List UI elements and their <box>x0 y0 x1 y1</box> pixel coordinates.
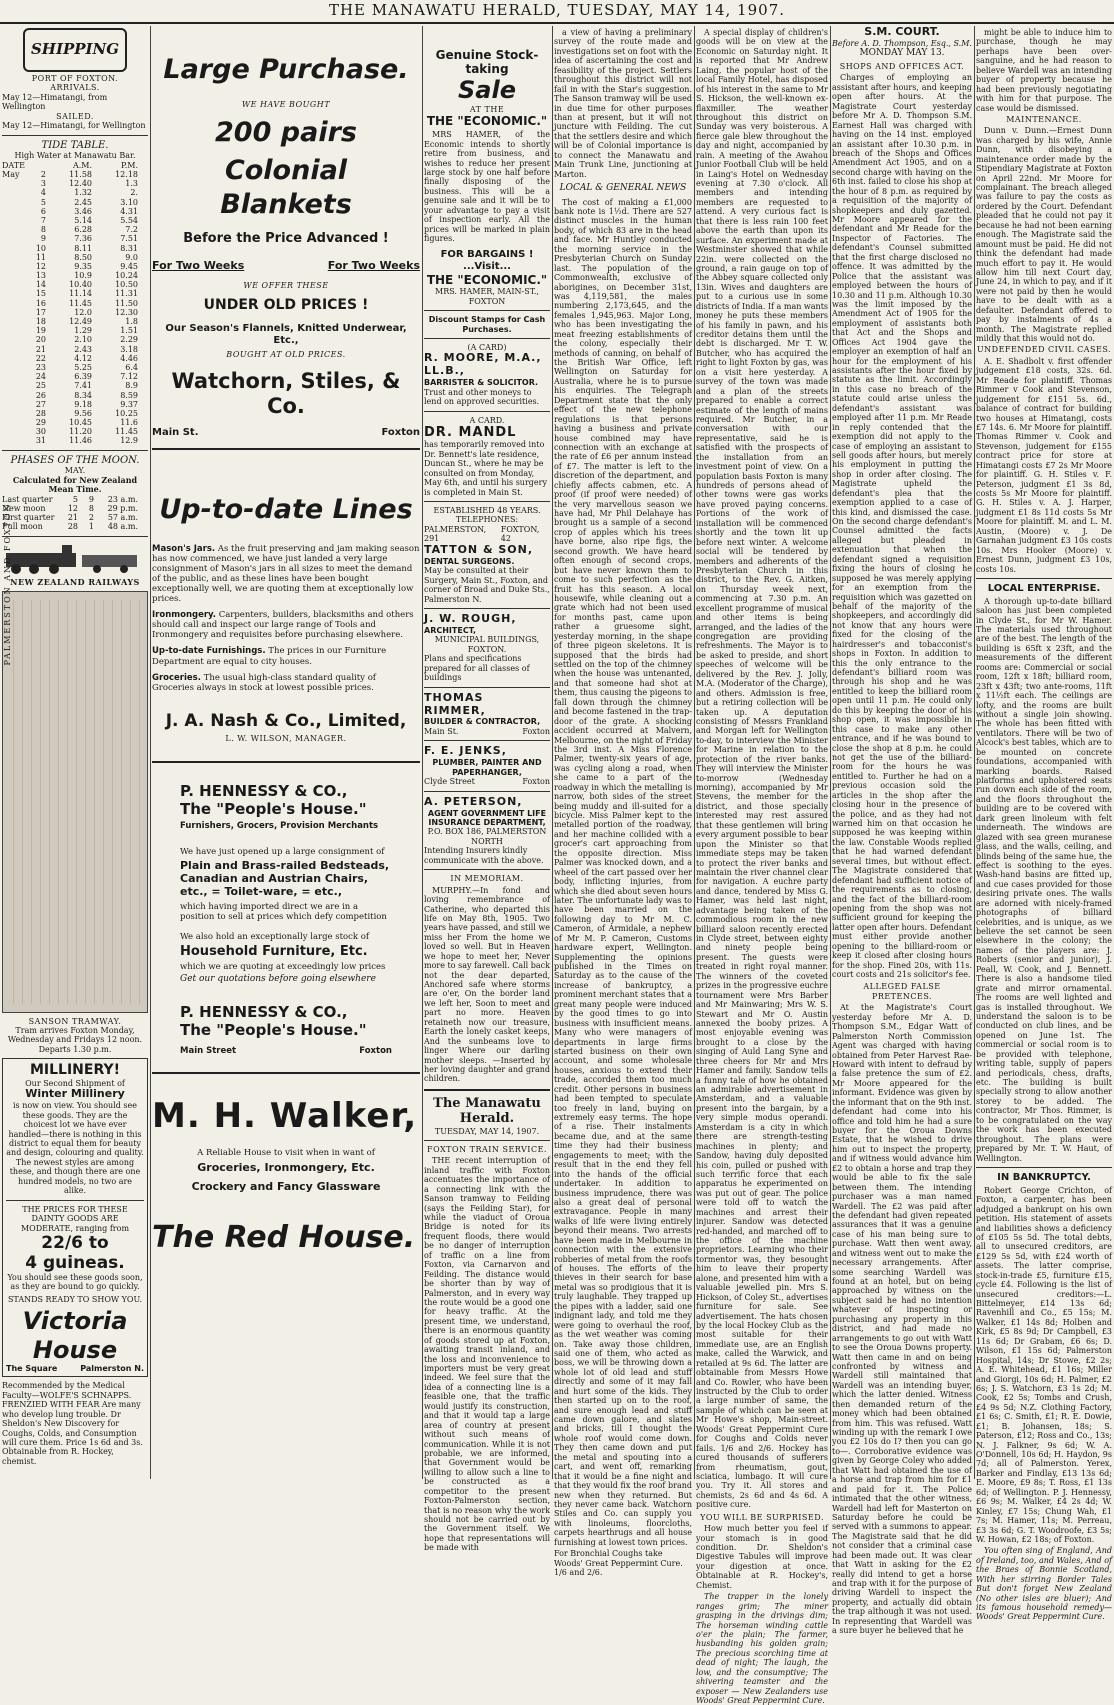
train-text: THE recent interruption of inland traffic with Foxton accentuates the importance of a connecting link with the Sanson tramway to Feilding (says the Feilding Star), for while the viaduct of Oroua Bridge is noted for its frequent floods, there would be no danger of interruption of traffic on a line from Foxton, via Carnarvon and Feilding. The distance would be shorter than by way of Palmerston, and in every way the route would be a good one for heavy traffic. At the present time, we understand, there is an enormous quantity of goods stored up at Foxton, awaiting transit inland, and the loss and inconvenience to importers must be very great indeed. We feel sure that the idea of a connecting line is a feasible one, that the traffic would justify its construction, and that it would tap a large area of country at present without such means of communication. While it is not probable, we are informed, that Government would be willing to allow such a line to be constructed as a competitor to the present Foxton-Palmerston section, that is no reason why the work should not be carried out by the Government itself. We hope that representations will be made with <box>424 1156 550 1553</box>
peterson-text: Intending Insurers kindly communicate with the above. <box>424 846 544 865</box>
tide-table <box>2 170 148 446</box>
peoples-house-2: The "People's House." <box>180 1021 367 1040</box>
column-rule <box>552 26 553 1479</box>
tide-row: 28 9.56 10.25 <box>35 408 138 418</box>
bedsteads-note: which having imported direct we are in a position to sell at prices which defy competition <box>180 902 387 923</box>
victoria-title: Victoria <box>22 1307 128 1336</box>
large-purchase-heading: Large Purchase. <box>163 54 409 85</box>
column-court-2 <box>976 26 1112 1622</box>
court-text-3: might be able to induce him to purchase, though he may perhaps have been over-sanguine, and he had reason to believe Wardell was an intending buyer of property because he had been previously negotiating with him for that purpose. The case would be dismissed. <box>976 28 1112 113</box>
furnishings-paragraph: Up-to-date Furnishings. The prices in our Furniture Department are equal to city houses. <box>152 646 387 667</box>
phases-heading: PHASES OF THE MOON. <box>10 454 140 466</box>
herald-title: The Manawatu Herald. <box>433 1095 541 1127</box>
arrivals-heading: ARRIVALS. <box>50 83 100 93</box>
poem-text-2: You often sing of England, And of Ireland, too, and Wales, And of the Braes of Bonnie Scotland, With her stirring Border Tales But don't forget New Zealand (No other isles are bluer); And its famous household remedy— Woods' Great Peppermint Cure. <box>976 1546 1112 1622</box>
watchorn-address: Main St. Foxton <box>152 426 420 438</box>
column-cards <box>424 26 550 1553</box>
hennessy-name-2: P. HENNESSY & CO., <box>180 1003 348 1022</box>
under-old-prices: UNDER OLD PRICES ! <box>203 296 369 313</box>
tide-row: 13 10.9 10.24 <box>35 271 138 281</box>
tide-row: 7 5.14 5.54 <box>40 215 138 225</box>
tatton-text: May be consulted at their Surgery, Main St., Foxton, and corner of Broad and Duke Sts., Palmerston N. <box>424 566 550 604</box>
tide-row: 9 7.36 7.51 <box>40 234 138 244</box>
two-weeks-row: For Two Weeks For Two Weeks <box>152 259 420 273</box>
established: ESTABLISHED 48 YEARS. <box>433 506 541 516</box>
moore-name: R. MOORE, M.A., LL.B., <box>424 351 542 378</box>
upgrade-text: We have just opened up a large consignment of <box>180 847 385 858</box>
walker-goods-2: Crockery and Fancy Glassware <box>191 1179 381 1193</box>
moore-text: Trust and other moneys to lend on approved securities. <box>424 387 540 407</box>
surprised-text: How much better you feel if your stomach is in good condition. Dr. Sheldon's Digestive Tabules will improve your digestion at once. Obtainable at R. Hockey's, Chemist. <box>696 1524 828 1590</box>
phase-row: Full moon 28 1 48 a.m. <box>2 522 138 532</box>
tide-row: 26 8.34 8.59 <box>35 390 138 400</box>
discount-stamps: Discount Stamps for Cash Purchases. <box>428 315 546 334</box>
mandl-text: has temporarily removed into Dr. Bennett's late residence, Duncan St., where he may be consulted on from Monday, May 6th, and until his surgery is completed in Main St. <box>424 440 547 497</box>
civil-cases-heading: UNDEFENDED CIVIL CASES. <box>976 345 1112 355</box>
maintenance-heading: MAINTENANCE. <box>1006 114 1082 124</box>
victoria-address: The Square Palmerston N. <box>6 1363 144 1373</box>
phone-numbers: PALMERSTON, 291 FOXTON, 42 <box>424 524 540 544</box>
timetable-route-label: PALMERSTON AND FOXTON. <box>3 498 12 666</box>
column-news-1 <box>554 26 693 1578</box>
walker-goods: Groceries, Ironmongery, Etc. <box>197 1160 375 1174</box>
rough-text: Plans and specifications prepared for all classes of buildings <box>424 654 530 683</box>
prices-text: THE PRICES FOR THESE DAINTY GOODS ARE MODERATE, ranging from <box>20 1204 130 1233</box>
train-heading: FOXTON TRAIN SERVICE. <box>427 1144 547 1154</box>
ironmongery-paragraph: Ironmongery. Carpenters, builders, blacksmiths and others should call and inspect our large range of Tools and Ironmongery and requisites before purchasing elsewhere. <box>152 610 414 641</box>
masons-paragraph: Mason's Jars. As the fruit preserving and jam making season has now commenced, we have just landed a very large consignment of Mason's jars in all sizes to meet the demand of the public, and as these lines have been bought exceptionally well, we are quoting them at exceptionally low prices. <box>152 544 420 605</box>
column-rule <box>422 26 423 1479</box>
tide-row: 22 4.12 4.46 <box>35 353 138 363</box>
sailed-entry: May 12—Himatangi, for Wellington <box>2 121 146 131</box>
masthead-title: THE MANAWATU HERALD, TUESDAY, MAY 14, 1907. <box>328 1 786 19</box>
news-text-1: a view of having a preliminary survey of the route made and investigations set on foot with the idea of ascertaining the cost and feasibility of the project. Settlers throughout this district will not fail in with the Star's suggestion. The Sanson tramway will be used in due time for other purposes than at present, but it will not juncture with Feilding. The cut that the settlers desire and which will be of Colonial importance is to connect the Manawatu and Main Trunk Line, junctioning at Marton. <box>554 28 693 179</box>
tide-row: 5 2.45 3.10 <box>40 197 138 207</box>
tide-row: 15 11.14 11.31 <box>35 289 138 299</box>
nash-manager: L. W. WILSON, MANAGER. <box>225 733 347 743</box>
tide-row: 20 2.10 2.29 <box>35 335 138 345</box>
peterson-name: A. PETERSON, <box>424 794 523 808</box>
shops-heading: SHOPS AND OFFICES ACT. <box>839 62 965 72</box>
poem-text: The trapper in the lonely ranges grim; The miner grasping in the drivings dim; The horseman winding cattle o'er the plain; The farmer, husbanding his golden grain; The precious scorching time at dead of night; The laugh, the low, and the consumptive; The shivering teamster and the exposer — New Zealanders use Woods' Great Peppermint Cure. <box>696 1592 828 1705</box>
tide-row: 31 11.46 12.9 <box>35 436 138 446</box>
tide-row: 17 12.0 12.30 <box>35 307 138 317</box>
uptodate-heading: Up-to-date Lines <box>159 494 413 526</box>
shipping-logo: SHIPPING <box>23 28 127 72</box>
millinery-ad <box>2 1058 148 1377</box>
prices-range: 22/6 to <box>41 1232 109 1253</box>
bankruptcy-heading: IN BANKRUPTCY. <box>997 1171 1091 1183</box>
tide-row: 12 9.35 9.45 <box>35 261 138 271</box>
visit-heading: ...Visit... <box>463 261 511 273</box>
rough-sub: MUNICIPAL BUILDINGS, FOXTON. <box>434 635 540 654</box>
court-text-1: Charges of employing an assistant after hours, and keeping open after hours. At the Magistrate Court yesterday before Mr A. D. Thompson S.M. Earnest Hall was charged with having on the 14 inst. employed an assistant after 10.30 p.m. in breach of the Shops and Offices Amendment Act 1905, and on a second charge with having on the 6th inst. failed to close his shop at the hour of 8 p.m. as required by a requisition of the majority of shopkeepers and duly gazetted. Mr Moore appeared for the defendant and Mr Reade for the Inspector of Factories. The defendant's Counsel submitted that the first charge disclosed no offence. It was admitted by the Police that the assistant was employed between the hours of 10.30 and 11 p.m. Although 10.30 was the limit imposed by the Amendment Act of 1905 for the employment of assistants both that Act and the Shops and Offices Act 1904 gave the employer an exemption of half an hour for the employment of his assistants after the hour fixed by statute as the limit. Accordingly in this case no breach of the statute could arise unless the defendant's assistant was employed after 11 p.m. Mr Reade in reply contended that the exemption did not apply to the case of employing an assistant to sell goods after hours, but merely his employment in putting the shop in order after closing. The Magistrate upheld the defendant's plea that the exemption applied to a case of this kind, and dismissed the case. On the second charge defendant's Counsel admitted the facts alleged but pleaded in extenuation that when the defendant signed a requisition fixing the hours of closing he supposed he was merely applying for an exemption from the requisition which was gazetted on behalf of the majority of the shopkeepers, and accordingly did not know that any hours were fixed for the closing of the hairdresser's and tobacconist's shops in Foxton. In addition to this the only entrance to the defendant's billiard room was through his shop and he was entitled to keep the billiard room open until 11 p.m. He could only do this by keeping the door of his shop open, it was impossible in this case to make any other entrance, and if he was bound to close the shop at 8 p.m. he could not get the use of the billiard-room for the hours he was entitled to. Further he had on a previous occasion sold the articles in the shop after the closing hour in the presence of the police, and as they had not warned him on that occasion he supposed he was keeping within the law. Constable Woods replied that he had warned defendant several times, but without effect. The Magistrate considered that defendant had sufficient notice of the requirements as to closing, and the fact of the billiard-room opening from the shop was not sufficient ground for keeping the latter open after hours. Defendant must either provide another opening to the billiard-room or keep it closed after closing hours for the shop. Fined 20s, with 11s. court costs and 21s solicitor's fee. <box>832 73 972 980</box>
tide-row: 19 1.29 1.51 <box>35 326 138 336</box>
page-header <box>0 0 1114 24</box>
flannels-text: Our Season's Flannels, Knitted Underwear, Etc., <box>165 323 407 346</box>
groceries-paragraph: Groceries. The usual high-class standard quality of Groceries always in stock at lowest possible prices. <box>152 672 376 693</box>
tide-subheading: High Water at Manawatu Bar. <box>14 151 136 161</box>
court-subheading: Before A. D. Thompson, Esq., S.M. <box>832 38 972 48</box>
stands-ready: STANDS READY TO SHOW YOU. <box>7 1294 143 1304</box>
court-text-5: A. E. Shadbolt v. first offender judgement £18 costs, 32s. 6d. Mr Reade for plaintiff. Thomas Rimmer v Cook and Stevenson, judgement for £151 5s. 6d., balance of contract for building two houses at Himatangi, costs £7 14s. 6. Mr Moore for plaintiff. Thomas Rimmer v. Cook and Stevenson, judgement for £155 contract price for store at Himatangi costs £7 2s Mr Moore for plaintiff. G. H. Stiles v. F. Peterson, judgment £1 3s 8d, costs 5s Mr Moore for plaintiff. G. H. Stiles v. A. J. Harper, judgment £1 8s 11d costs 5s Mr Moore for plaintiff. M. and L. M. Austin, (Moore) v. J. De Garnahan judgment £3 10s costs 10s. Mrs Hooker (Moore) v. Ernest Dunn, judgment £3 10s, costs 10s. <box>976 356 1112 574</box>
victoria-title-2: House <box>32 1335 118 1364</box>
news-text-3: A special display of children's goods will be on view at the Economic on Saturday night. It is reported that Mr Andrew Laing, the popular host of the local Family Hotel, has disposed of his interest in the same to Mr S. Hickson, the well-known ex-flaxmiller. The weather throughout this district on Sunday was very boisterous. A fierce gale blew throughout the day and night, accompanied by rain. A meeting of the Awahou Junior Football Club will be held in Laing's Hotel on Wednesday evening at 7.30 o'clock. All members and intending members are requested to attend. A very curious fact is that there is less rain 100 feet above the earth than upon its surface. An experiment made at Westminster showed that while 22in. were collected on the ground, a rain gauge on top of the Abbey square collected only 13in. Wives and daughters are put to a curious use in some districts of India. If a man wants money he puts these members of his family in pawn, and his creditor detains them until the debt is discharged. Mr T. W. Butcher, who has acquired the right to light Foxton by gas, was on a visit here yesterday. A survey of the town was made and a plan of the streets prepared to enable a correct estimate of the length of mains required. Mr Butcher, in a conversation with our representative, said he is satisfied with the prospects of the installation from an investment point of view. On a population basis Foxton is many hundreds of persons ahead of other towns were gas works have proved paying concerns. Portions of the work of installation will be commenced shortly and the town lit up before next winter. A welcome social will be tendered by members and adherents of the Presbyterian Church in this district, to the Rev. G. Aitken, on Thursday week next, commencing at 7.30 p.m. An excellent programme of musical and other items is being arranged, and the ladies of the congregation are providing refreshments. The Mayor is to be asked to preside, and short speeches of welcome will be delivered by the Rev. J. Jolly, M.A. (Moderator of the Charge), and others. Admission is free, but a retiring collection will be taken up. A deputation consisting of Messrs Frankland and Morgan left for Wellington to-day, to interview the Minister for Marine in relation to the protection of the river banks. They will interview the Minister to-morrow (Wednesday morning), accompanied by Mr Stevens, the member for the district, and those specially interested may rest assured that these gentlemen will bring every argument possible to bear upon the Minister so that immediate steps may be taken to protect the river banks and maintain the river channel clear for navigation. A euchre party and dance, tendered by Miss G. Hamer, was held last night, advantage being taken of the commodious room in the new billiard saloon recently erected in Clyde street, between eighty and ninety people being present. The guests were treated in right royal manner. The winners of the coveted prizes in the progressive euchre tournament were Mrs Barber and Mr Mainwaring; Mrs W. S. Stewart and Mr O. Austin annexed the booby prizes. A most enjoyable evening was brought to a close by the singing of Auld Lang Syne and three cheers for Mr and Mrs Hamer and family. Sandow tells a funny tale of how he obtained an admirable advertisement in Amsterdam, and a valuable present into the bargain, by a very simple modus operandi. Amsterdam is a city in which there are strength-testing machines in plenty; and Sandow, having duly deposited his coin, pulled or pushed with such terrific force that each apparatus he experimented on was put out of gear. The police were told off to watch the machines and arrest their injurer. Sandow was detected red-handed, and marched off to the office of the machine proprietors. Learning who their tormentor was, they besought him to leave their property alone, and presented him with a valuable jewelled pin. Mrs S. Hickson, of Coley St., advertises furniture for sale. See advertisement. The hats chosen by the local Hockey Club as the most suitable for their immediate use, are an English make, called the Warwick, and retailed at 9s 6d. The latter are obtainable from Messrs Howe and Co. Rowler, who have been instructed by the Club to order a large number of same, the sample of which can be seen at Mr Howe's shop, Main-street. Woods' Great Peppermint Cure for Coughs and Colds never fails. 1/6 and 2/6. Hockey has cured thousands of sufferers from rheumatism, gout, sciatica, lumbago. It will cure you. Try it. All stores and chemists, 2s 6d and 4s 6d. A positive cure. <box>696 28 829 1510</box>
schnapps-notice: Recommended by the Medical Faculty—WOLFE'S SCHNAPPS. <box>2 1381 132 1400</box>
herald-date: TUESDAY, MAY 14, 1907. <box>434 1126 540 1136</box>
news-footer: For Bronchial Coughs take Woods' Great Peppermint Cure. 1/6 and 2/6. <box>554 1549 683 1578</box>
card-label: (A CARD) <box>467 342 507 352</box>
frenzied-notice: FRENZIED WITH FEAR Are many who develop lung trouble. Dr Sheldon's New Discovery for Coughs, Colds, and Consumption will cure them. Price 1s 6d and 3s. Obtainable from R. Hockey, chemist. <box>2 1400 143 1466</box>
hamer-address: MRS. HAMER, MAIN-ST., FOXTON <box>435 287 539 306</box>
sanson-heading: SANSON TRAMWAY. <box>28 1016 122 1026</box>
hennessy-address: Main Street Foxton <box>180 1045 392 1056</box>
tide-heading: TIDE TABLE. <box>41 139 109 151</box>
tide-row: 30 11.20 11.45 <box>35 427 138 437</box>
rimmer-title: BUILDER & CONTRACTOR, <box>424 717 541 727</box>
rough-name: J. W. ROUGH, <box>424 611 517 625</box>
telephones: TELEPHONES: <box>455 515 519 525</box>
court-heading: S.M. COURT. <box>864 25 940 38</box>
column-advertisements <box>152 26 420 1479</box>
quotation-text: Get our quotations before going elsewhere <box>180 973 376 984</box>
tide-row: 14 10.40 10.50 <box>35 280 138 290</box>
railways-heading: NEW ZEALAND RAILWAYS <box>10 577 140 588</box>
phases-month: MAY. <box>64 466 86 476</box>
jenks-address: Clyde Street Foxton <box>424 777 550 787</box>
colonial-heading: Colonial <box>224 155 348 187</box>
jenks-title: PLUMBER, PAINTER AND PAPERHANGER, <box>432 758 542 777</box>
millinery-bold: Winter Millinery <box>25 1087 125 1101</box>
phases-subheading: Calculated for New Zealand Mean Time. <box>12 474 138 495</box>
peterson-address: P.O. BOX 186, PALMERSTON NORTH <box>427 827 547 846</box>
sale-heading: Sale <box>458 76 516 105</box>
column-rule <box>830 26 831 1479</box>
prices-range-2: 4 guineas. <box>25 1252 125 1273</box>
tide-row: 18 12.49 1.8 <box>35 317 138 327</box>
rough-title: ARCHITECT, <box>424 625 477 635</box>
tide-row: 29 10.45 11.6 <box>35 418 138 428</box>
column-shipping <box>2 26 148 1479</box>
court-date: MONDAY MAY 13. <box>859 48 945 59</box>
household-note: which we are quoting at exceedingly low prices <box>180 961 386 972</box>
tide-row: 16 11.45 11.50 <box>35 298 138 308</box>
mandl-name: DR. MANDL <box>424 425 517 441</box>
at-the: AT THE <box>469 104 505 114</box>
hennessy-name: P. HENNESSY & CO., <box>180 782 348 801</box>
rimmer-address: Main St. Foxton <box>424 726 550 736</box>
tide-row: 27 9.18 9.37 <box>35 399 138 409</box>
column-court <box>832 25 972 1636</box>
offer-text: WE OFFER THESE <box>243 281 329 291</box>
false-pretences-heading: ALLEGED FALSE PRETENCES. <box>863 982 941 1001</box>
column-rule <box>150 26 151 1479</box>
memoriam-text: MURPHY.—In fond and loving remembrance of Catherine, who departed this life on May 8th, 1905. Two years have passed, and still we miss her From the home we loved so well. But in Heaven we hope to meet her, Never more to say farewell. Call back not the dear departed, Anchored safe where storms are o'er, On the border land we left her, Soon to meet and part no more. Heaven retaineth now our treasure, Earth the lonely casket keeps, And the sunbeams love to linger Where our darling mother sleeps. —Inserted by her loving daughter and grand children. <box>424 885 550 1084</box>
court-text-4: Dunn v. Dunn.—Ernest Dunn was charged by his wife, Annie Dunn, with disobeying a maintenance order made by the Stipendiary Magistrate at Foxton on April 22nd. Mr Moore for complainant. The breach alleged was failure to pay the costs as ordered by the Court. Defendant pleaded that he could not pay it because he had not been earning enough. The Magistrate said the amount must be paid. He did not think the defendant had made much effort to pay it. He would allow him till next Court day, June 24, in which to pay, and if it were not paid by then he would have to be dealt with as a defaulter. Defendant offered to pay by instalments of 4s a month. The Magistrate replied mildly that this would not do. <box>976 126 1112 343</box>
before-price-advanced: Before the Price Advanced ! <box>183 230 389 246</box>
tide-row: 8 6.28 7.2 <box>40 225 138 235</box>
tide-row: 3 12.40 1.3 <box>40 179 138 189</box>
moore-title: BARRISTER & SOLICITOR. <box>424 378 539 388</box>
enterprise-text: A thorough up-to-date billiard saloon has just been completed in Clyde St., for Mr W. Hamer. The materials used throughout are of the best. The length of the building is 65ft x 23ft, and the measurements of the different rooms are: Commercial or social room, 12ft x 18ft; billiard room, 23ft x 43ft; two ante-rooms, 11ft x 11½ft each. The ceilings are lofty, and the rooms are built without a single join showing. The whole has been fitted with ventilators. There will be two of Alcock's best tables, which are to be mounted on concrete foundations, accompanied with marking boards. Raised platforms and upholstered seats run down each side of the room, and the floors throughout the building are to be covered with dark green linoleum with felt underneath. The windows are glazed with sea green muranese glass, and the walls, ceiling, and blinds being of the same hue, the effect is soothing to the eyes. Wash-hand basins are fitted up, and cue cases provided for those desiring private ones. The walls are adorned with nicely-framed photographs of billiard celebrities, and is unique, as we believe the set cannot be seen elsewhere in the colony; the names of the players are: J. Roberts (senior and junior), J. Peall, W. Cook, and J. Bennett. There is also a handsome tiled grate and mirror ornamental. The rooms are well lighted and gas is installed throughout. We understand the saloon is to be conducted on club lines, and be opened on June 1st. The commercial or social room is to be provided with telephone, writing table, supply of papers and periodicals, chess, drafts, etc. The building is built specially strong to allow another storey to be added. The contractor, Mr Thos. Rimmer, is to be congratulated on the way the work has been executed throughout. The plans were prepared by Mr. T. W. Haut, of Wellington. <box>976 596 1112 1163</box>
enterprise-heading: LOCAL ENTERPRISE. <box>987 582 1101 594</box>
walker-text: A Reliable House to visit when in want of <box>197 1147 375 1158</box>
tatton-title: DENTAL SURGEONS. <box>424 556 515 566</box>
tatton-name: TATTON & SON, <box>424 542 534 556</box>
arrival-entry: May 12—Himatangi, from Wellington <box>2 92 108 112</box>
rimmer-name: THOMAS RIMMER, <box>424 690 486 717</box>
red-house-heading: The Red House. <box>152 1219 416 1255</box>
phase-row: Last quarter 5 9 23 a.m. <box>2 494 138 504</box>
tide-row: 21 2.43 3.18 <box>35 344 138 354</box>
peterson-title: AGENT GOVERNMENT LIFE INSURANCE DEPARTMENT, <box>427 808 547 828</box>
also-text: We also hold an exceptionally large stock of <box>180 932 370 943</box>
tide-row: 6 3.46 4.31 <box>40 206 138 216</box>
timetable-grid <box>13 600 143 1004</box>
bought-old-prices: BOUGHT AT OLD PRICES. <box>226 349 346 359</box>
phase-row: First quarter 21 2 57 a.m. <box>2 513 138 523</box>
tide-row: 25 7.41 8.9 <box>35 381 138 391</box>
local-news-heading: LOCAL & GENERAL NEWS <box>559 183 687 193</box>
column-rule <box>694 26 695 1479</box>
millinery-text: is now on view. You should see these goods. They are the choicest lot we have ever handled—there is nothing in this district to equal them for beauty and design, colouring and quality. The newest styles are among these, and though there are one hundred models, no two are alike. <box>6 1101 144 1196</box>
tide-row: 11 8.50 9.0 <box>35 252 138 262</box>
surprised-heading: YOU WILL BE SURPRISED. <box>700 1512 824 1522</box>
column-rule <box>974 26 975 1479</box>
tide-row: 23 5.25 6.4 <box>35 362 138 372</box>
tide-row: 4 1.32 2. <box>40 188 138 198</box>
prices-after: You should see these goods soon, as they are bound to go quickly. <box>7 1273 143 1292</box>
moon-phases-table <box>2 495 148 532</box>
economic-heading: THE "ECONOMIC." <box>426 114 548 129</box>
train-illustration-icon <box>2 541 142 575</box>
blankets-heading: Blankets <box>220 189 352 221</box>
bankruptcy-text: Robert George Crichton, of Foxton, a carpenter, has been adjudged a bankrupt on his own petition. His statement of assets and liabilities shows a deficiency of £105 5s 5d. The total debts, all to unsecured creditors, are £129 5s 5d, with £24 worth of assets. The latter comprise, stock-in-trade £5, furniture £15, cycle £4. Following is the list of unsecured creditors:—L. Bittelmeyer, £14 13s 6d; Ravenhill and Co., £5 15s; M. Walker, £1 14s 8d; Holben and Kirk, £5 8s 9d; Dr Campbell, £3 11s 6d; Dr Grabam, £6 6s; D. Wilson, £1 15s 6d; Palmerston Hospital, 14s; Dr Stowe, £2 2s; A. E. Whitehead, £1 16s; Miller and Giorgi, 10s 6d; H. Palmer, £2 6s; J. S. Watchorn, £3 1s 2d; M. Cook, £2 5s; Tombs and Crush, £4 9s 5d; N.Z. Clothing Factory, £1 6s; C. Smith, £1; R. E. Dowie, £1; B. Johansen, 18s; S. Paterson, £12; Ross and Co., 13s; N. J. Falkner, 9s 6d; W. A. O'Donnell, 10s 6d; H. Haydon, 9s 7d; all of Palmerston. Yerex, Barker and Findlay, £13 13s 6d; E. Moore, £9 8s; T. Ross, £1 13s 6d; of Wellington. P. J. Hennessy, £6 9s; M. Walker, £4 2s 4d; W. Kinley, £7 15s; Chung Wah, £1 7s; M. Hamer, 11s; M. Perreau, £3 3s 6d; G. T. Woodroofe, £3 5s; W. Howan, £2 18s; of Foxton. <box>976 1185 1112 1544</box>
sanson-text: Tram arrives Foxton Monday, Wednesday and Fridays 12 noon. Departs 1.30 p.m. <box>7 1026 143 1054</box>
hennessy-subtitle: Furnishers, Grocers, Provision Merchants <box>180 821 379 832</box>
pairs-heading: 200 pairs <box>215 117 357 149</box>
bedsteads-text: Plain and Brass-railed Bedsteads, Canadian and Austrian Chairs, etc., = Toilet-ware, = etc., <box>180 859 390 899</box>
nash-name: J. A. Nash & Co., Limited, <box>165 710 407 731</box>
tide-row: 10 8.11 8.31 <box>35 243 138 253</box>
sailed-heading: SAILED. <box>56 111 94 121</box>
we-have-bought: WE HAVE BOUGHT <box>241 99 331 109</box>
walker-name: M. H. Walker, <box>152 1095 418 1136</box>
household-text: Household Furniture, Etc. <box>180 944 368 960</box>
watchorn-name: Watchorn, Stiles, & Co. <box>171 369 401 418</box>
column-news-2 <box>696 26 829 1705</box>
bargains-heading: FOR BARGAINS ! <box>440 249 534 261</box>
tide-row: 24 6.39 7.12 <box>35 372 138 382</box>
tide-row: May 2 11.58 12.18 <box>2 170 138 180</box>
economic-text: MRS HAMER, of the Economic intends to shortly retire from business, and wishes to reduce her present large stock by one half before finally disposing of the business. This will be a genuine sale and it will be to your advantage to pay a visit of inspection early. All the prices will be marked in plain figures. <box>424 130 550 244</box>
millinery-subheading: Our Second Shipment of <box>25 1078 125 1088</box>
peoples-house: The "People's House." <box>180 799 367 818</box>
tide-header-row: DATE A.M. P.M. <box>2 160 138 170</box>
phase-row: New moon 12 8 29 p.m. <box>2 503 138 513</box>
card-label-2: A CARD. <box>469 415 505 425</box>
genuine-heading: Genuine Stock-taking <box>435 48 539 77</box>
port-heading: PORT OF FOXTON. <box>31 74 119 83</box>
economic-heading-2: THE "ECONOMIC." <box>426 273 548 288</box>
memoriam-heading: IN MEMORIAM. <box>450 874 524 884</box>
news-text-2: The cost of making a £1,000 bank note is 1½d. There are 527 distinct muscles in the human body, of which 83 are in the head and face. Mr Huntley conducted the morning service in the Presbyterian Church on Sunday last. The population of the Commonwealth, exclusive of aborigines, on December 31st, was 4,119,581, the males numbering 2,173,645, and the females 1,945,963. Major Long, who has been investigating the meat freezing establishments of the colony, especially their methods of canning, on behalf of the British War Office, left Wellington on Saturday for Australia, where he is to pursue his enquiries. The Telegraph Department state that the only effect of the new telephone regulations is that persons having a business and private house combined may have connection with an exchange at the rate of £6 per annum instead of £7. The matter is left to the discretion of the department, and chiefly affects cabmen, etc. A proof (if proof were needed) of the very marvellous season we have had, Mr Phil Delahaye has brought us a sample of a second crop of apples which his trees have borne, also ripe figs, the second growth. We have heard often enough of second crops, but have never known them to come to such perfection as the fruit has this season. A local housewife, while cleaning out a grate which had not been used for months past, came upon rather a gruesome sight, yesterday morning, in the shape of three pigeon skeletons. It is supposed that the birds had settled on the top of the chimney when the house was untenanted, and that someone had shot at them, thus causing the pigeons to fall down through the chimney and become fastened in the trap-door of the grate. A shocking accident occurred at Malvern, Melbourne, on the night of Friday the 3rd inst. A Miss Florence Palmer, twenty-six years of age, was cycling along a road, when she came to a part of the roadway in which the metalling is narrow, both sides of the street being muddy and ill-suited for a bicycle. Miss Palmer kept to the metalled portion of the roadway, and her machine collided with a grocer's cart approaching from the opposite direction. Miss Palmer was knocked down, and a wheel of the cart passed over her body, inflicting injuries, from which she died about seven hours later. The unfortunate lady was to have been married on the following day to Mr M. C. Cameron, of Armidale, a nephew of Mr M. P. Cameron, Customs hardware expert, Wellington. Supplementing the opinions published in the Times on Saturday as to the cause of the increase of bankruptcy, a prominent merchant states that a great many people were induced by the good times to go into business with insufficient means. Many who were managers of departments in large firms started business on their own account, and some wholesale houses, anxious to extend their trade, accorded them too much credit. Other persons in business had been tempted to speculate too freely in land, buying on extremely easy terms. The hope of a rise. Their instalments became due, and at the same time they had their business engagements to meet; with the result that in the end they fell into the hands of the official undertaker. In addition to business imprudence, there was also a great deal of personal extravagance. People in many walks of life were living entirely beyond their means. Two arrests have been made in Melbourne in connection with the extensive robberies of metal from the roofs of houses. The efforts of the thieves in their search for base metal was so prodigious that it is truly laughable. They trapped up the pipes with a ladder, said one indignant lady, and told me they were going to overhaul the roof, as the wet weather was coming on. Take away those children, said one of them, who acted as boss, we will be throwing down a whole lot of old lead and stuff directly and some of it may fall and hurt some of the kids. They then started up on to the roof, and sure enough lead and stuff came down galore, and slates and bricks, till I thought the whole roof would come down. They then came down and put the metal and spouting into a cart, and went off, remarking that it would be a fine night and that they would fix the roof brand new when they returned. But they never came back. Watchorn Stiles and Co. can supply you with linoleums, floorcloths, carpets hearthrugs and all house furnishing at lowest town prices. <box>554 197 692 1547</box>
millinery-heading: MILLINERY! <box>29 1062 120 1079</box>
court-text-2: At the Magistrate's Court yesterday before Mr A. D. Thompson S.M., Edgar Watt of Palmerston North Commission Agent was charged with having obtained from Peter Harvest Rae-Howard with intent to defraud by a false pretence the sum of £2. Mr Moore appeared for the informant. Evidence was given by the informant that on the 9th inst. defendant had come into his office and told him he had a sure buyer for the Oroua Downs Estate, that he wished to drive him out to inspect the property, and if witness would advance him £2 to obtain a horse and trap they would be able to fix the sale between them. The intending purchaser was a man named Wardell. The £2 was paid after the defendant had given repeated assurances that it was a genuine case of his man being sure to purchase. Watt then went away, and witness went out to make the necessary arrangements. After some searching Wardell was found at an hotel, but on being approached by witness on the subject said he had no intention whatever of inspecting or purchasing any property in this district, and had made no arrangements to go out with Watt to see the Oroua Downs property. Watt then came in and on being confronted by witness and Wardell still maintained that Wardell was an intending buyer, which the latter denied. Witness then demanded return of the money which had been obtained from him. This was refused. Watt winding up with the remark I owe you £2 10s do I? then you can go to—. Corroborative evidence was given by George Coley who added that Watt had obtained the use of a horse and trap from him for £1 and paid for it. The Police intimated that the other witness, Wardell had left for Masterton on Saturday before he could be served with a summons to appear. The Magistrate said that he did not consider that a criminal case had been made out. It was clear that Watt in asking for the £2 really did intend to get a horse and trap with it for the purpose of driving Wardell to inspect the property, and actually did obtain the trap although it was not used. In representing that Wardell was a sure buyer he believed that he <box>832 1003 972 1636</box>
jenks-name: F. E. JENKS, <box>424 744 507 758</box>
